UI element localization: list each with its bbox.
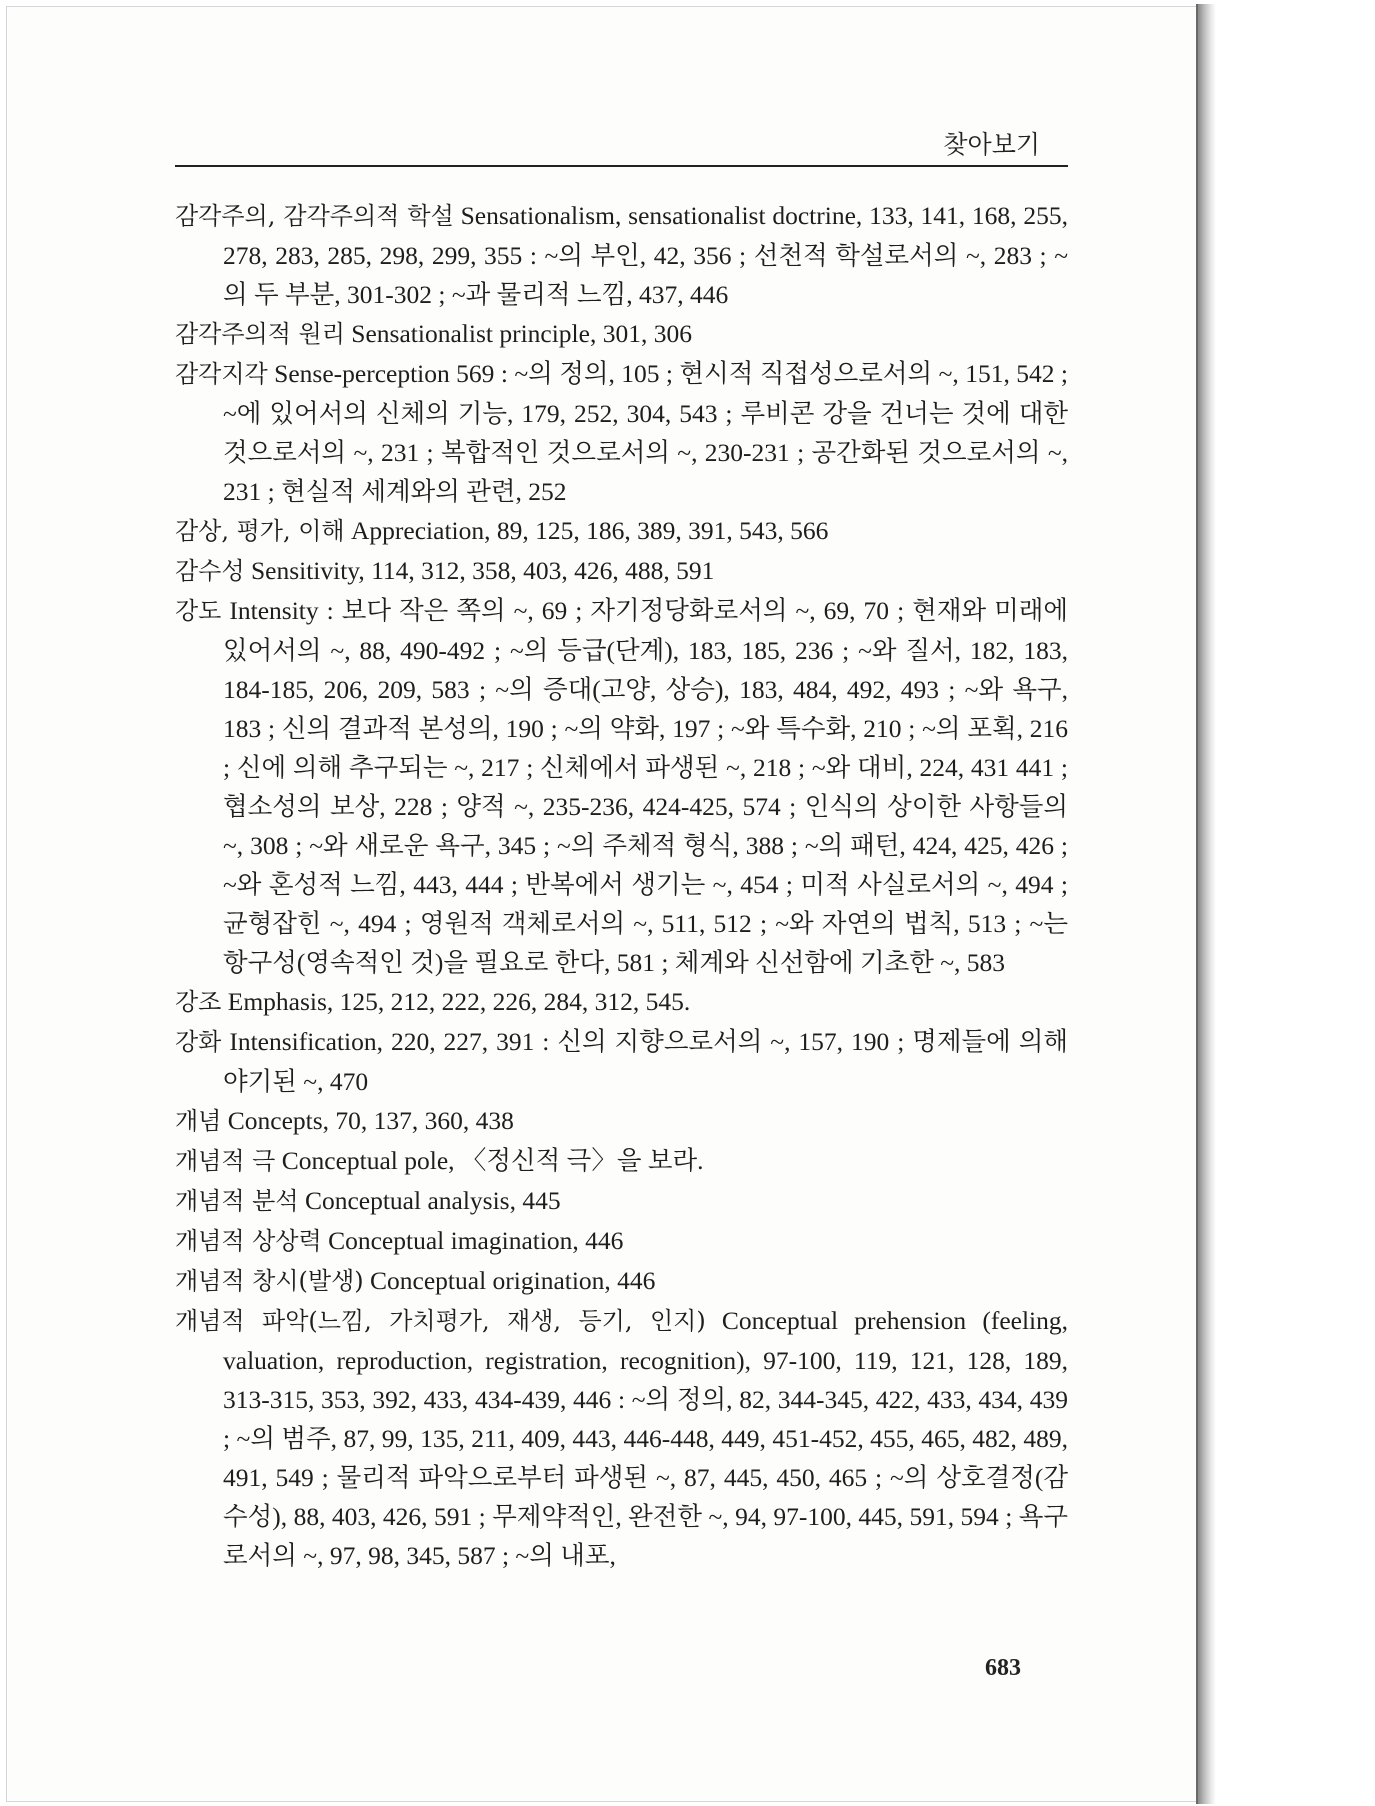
index-entry [175,354,1068,511]
index-entry [175,511,1068,551]
index-entry [175,1022,1068,1101]
index-headword: 감각지각 [175,360,268,388]
index-entry-body: Sensationalist principle, 301, 306 [344,319,692,348]
index-entry [175,314,1068,354]
index-entry [175,551,1068,591]
index-entry [175,1101,1068,1141]
index-entry-body: Intensification, 220, 227, 391 : 신의 지향으로서의 ~, 157, 190 ; 명제들에 의해 야기된 ~, 470 [221,1027,1068,1096]
index-headword: 감수성 [175,557,245,585]
index-entry [175,982,1068,1022]
index-entry-body: Intensity : 보다 작은 쪽의 ~, 69 ; 자기정당화로서의 ~, 69, 70 ; 현재와 미래에 있어서의 ~, 88, 490-492 ; ~의 등급(단계), 183, 185, 236 ; ~와 질서, 182, 183, 184-185, 206, 209, 583 ; ~의 증대(고양, 상승), 183, 484, 492, 493 ; ~와 욕구, 183 ; 신의 결과적 본성의, 190 ; ~의 약화, 197 ; ~와 특수화, 210 ; ~의 포획, 216 ; 신에 의해 추구되는 ~, 217 ; 신체에서 파생된 ~, 218 ; ~와 대비, 224, 431 441 ; 협소성의 보상, 228 ; 양적 ~, 235-236, 424-425, 574 ; 인식의 상이한 사항들의 ~, 308 ; ~와 새로운 욕구, 345 ; ~의 주체적 형식, 388 ; ~의 패턴, 424, 425, 426 ; ~와 혼성적 느낌, 443, 444 ; 반복에서 생기는 ~, 454 ; 미적 사실로서의 ~, 494 ; 균형잡힌 ~, 494 ; 영원적 객체로서의 ~, 511, 512 ; ~와 자연의 법칙, 513 ; ~는 항구성(영속적인 것)을 필요로 한다, 581 ; 체계와 신선함에 기초한 ~, 583 [221,596,1068,977]
index-entry-body: Conceptual imagination, 446 [321,1226,624,1255]
running-head-title: 찾아보기 [943,130,1040,159]
index-entry [175,1261,1068,1301]
index-headword: 개념 [175,1107,222,1135]
index-headword: 개념적 극 [175,1147,276,1175]
index-entry-body: Appreciation, 89, 125, 186, 389, 391, 543, 566 [344,516,829,545]
page-edge-shadow [1196,4,1216,1804]
index-entry [175,1181,1068,1221]
page-number: 683 [985,1655,1021,1681]
index-entry [175,196,1068,314]
index-entry [175,1221,1068,1261]
index-entry-body: Sense-perception 569 : ~의 정의, 105 ; 현시적 직접성으로서의 ~, 151, 542 ; ~에 있어서의 신체의 기능, 179, 252, 304, 543 ; 루비콘 강을 건너는 것에 대한 것으로서의 ~, 231 ; 복합적인 것으로서의 ~, 230-231 ; 공간화된 것으로서의 ~, 231 ; 현실적 세계와의 관련, 252 [223,359,1068,506]
index-headword: 감각주의적 원리 [175,320,345,348]
index-entries [175,196,1068,1575]
index-headword: 감각주의, 감각주의적 학설 [175,202,454,230]
index-entry-body: Conceptual prehension (feeling, valuation, reproduction, registration, recognition), 97-100, 119, 121, 128, 189, 313-315, 353, 392, 433, 434-439, 446 : ~의 정의, 82, 344-345, 422, 433, 434, 439 ; ~의 범주, 87, 99, 135, 211, 409, 443, 446-448, 449, 451-452, 455, 465, 482, 489, 491, 549 ; 물리적 파악으로부터 파생된 ~, 87, 445, 450, 465 ; ~의 상호결정(감수성), 88, 403, 426, 591 ; 무제약적인, 완전한 ~, 94, 97-100, 445, 591, 594 ; 욕구로서의 ~, 97, 98, 345, 587 ; ~의 내포, [223,1306,1068,1570]
index-headword: 개념적 창시(발생) [175,1267,364,1295]
index-entry-body: Conceptual analysis, 445 [298,1186,561,1215]
index-entry-body: Emphasis, 125, 212, 222, 226, 284, 312, 545. [221,987,691,1016]
index-entry-body: Conceptual pole, 〈정신적 극〉을 보라. [275,1146,704,1175]
index-headword: 개념적 상상력 [175,1227,322,1255]
index-entry [175,591,1068,982]
index-entry-body: Sensationalism, sensationalist doctrine, 133, 141, 168, 255, 278, 283, 285, 298, 299, 355 : ~의 부인, 42, 356 ; 선천적 학설로서의 ~, 283 ; ~의 두 부분, 301-302 ; ~과 물리적 느낌, 437, 446 [223,201,1068,309]
index-entry [175,1141,1068,1181]
index-entry-body: Sensitivity, 114, 312, 358, 403, 426, 488, 591 [244,556,715,585]
index-entry-body: Conceptual origination, 446 [363,1266,656,1295]
index-entry-body: Concepts, 70, 137, 360, 438 [221,1106,514,1135]
index-headword: 감상, 평가, 이해 [175,517,345,545]
index-entry [175,1301,1068,1575]
index-headword: 강조 [175,988,222,1016]
index-headword: 개념적 분석 [175,1187,299,1215]
running-header [175,125,1068,167]
index-headword: 강화 [175,1028,222,1056]
index-headword: 강도 [175,597,222,625]
book-page [6,6,1202,1802]
index-headword: 개념적 파악(느낌, 가치평가, 재생, 등기, 인지) [175,1307,706,1335]
